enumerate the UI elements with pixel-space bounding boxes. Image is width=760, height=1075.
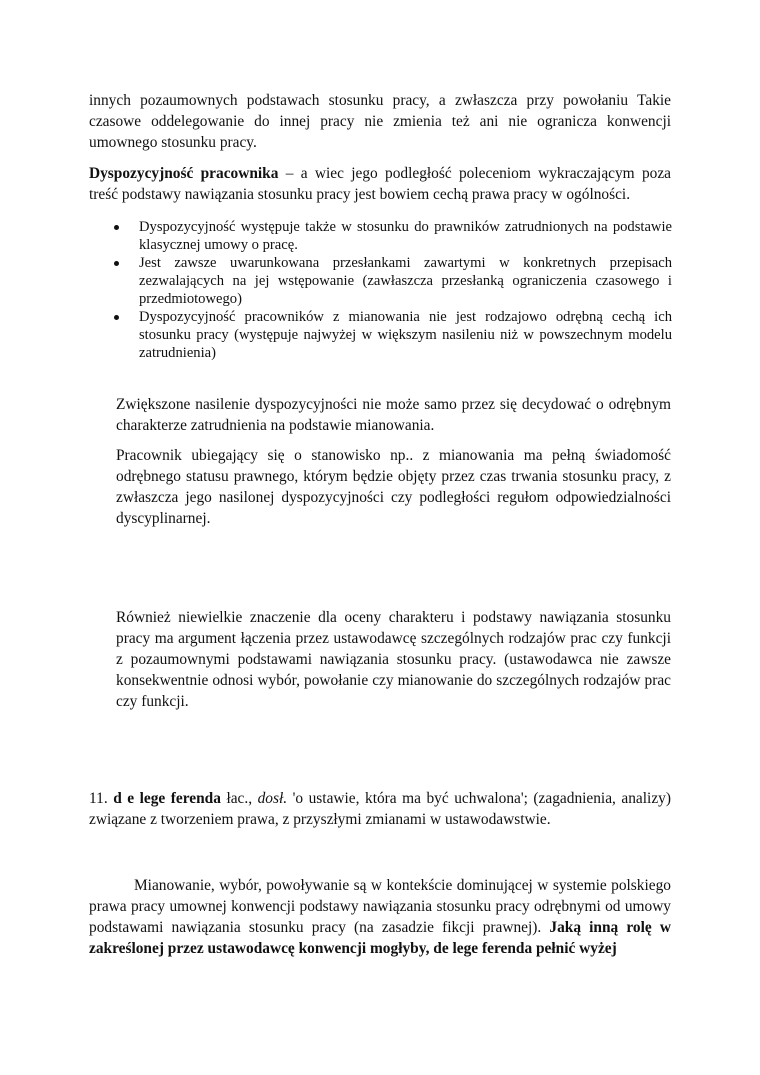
bullet-list	[112, 218, 672, 362]
paragraph-5: Również niewielkie znaczenie dla oceny charakteru i podstawy nawiązania stosunku pracy ma argument łączenia przez ustawodawcę szczególnych rodzajów prac czy funkcji z pozaumownymi podstawami nawiązania stosunku pracy. (ustawodawca nie zawsze konsekwentnie odnosi wybór, powołanie czy mianowanie do szczególnych rodzajów prac czy funkcji.	[116, 609, 671, 710]
list-item	[112, 308, 672, 362]
paragraph-dyspozycyjnosc	[89, 163, 671, 205]
bullet-icon	[114, 225, 119, 230]
list-item	[112, 218, 672, 254]
paragraph-de-lege-ferenda	[89, 788, 671, 830]
list-item-text: Dyspozycyjność pracowników z mianowania nie jest rodzajowo odrębną cechą ich stosunku pracy (występuje najwyżej w większym nasileniu niż w powszechnym modelu zatrudnienia)	[139, 309, 672, 361]
paragraph-6-mid: łac.,	[220, 790, 258, 807]
list-item	[112, 254, 672, 308]
paragraph-3: Zwiększone nasilenie dyspozycyjności nie może samo przez się decydować o odrębnym charakterze zatrudnienia na podstawie mianowania.	[116, 396, 671, 434]
paragraph-1: innych pozaumownych podstawach stosunku pracy, a zwłaszcza przy powołaniu Takie czasowe oddelegowanie do innej pracy nie zmienia też ani nie ogranicza konwencji umownego stosunku pracy.	[89, 92, 671, 151]
term-de-lege-ferenda: d e lege ferenda	[113, 790, 221, 807]
paragraph-4: Pracownik ubiegający się o stanowisko np.. z mianowania ma pełną świadomość odrębnego statusu prawnego, którym będzie objęty przez czas trwania stosunku pracy, z zwłaszcza jego nasilonej dyspozycyjności czy podległości regułom odpowiedzialności dyscyplinarnej.	[116, 447, 671, 527]
paragraph-7-question: Jaką inną rolę w zakreślonej przez ustawodawcę konwencji mogłyby, de lege ferenda pełnić wyżej	[89, 919, 671, 957]
item-number: 11.	[89, 790, 114, 807]
paragraph-7	[89, 875, 671, 959]
bullet-icon	[114, 315, 119, 320]
abbreviation-dosl: dosł.	[257, 790, 288, 807]
bullet-icon	[114, 261, 119, 266]
list-item-text: Dyspozycyjność występuje także w stosunku do prawników zatrudnionych na podstawie klasycznej umowy o pracę.	[139, 219, 672, 253]
paragraph-2-text: – a wiec jego podległość poleceniom wykraczającym poza treść podstawy nawiązania stosunku pracy jest bowiem cechą prawa pracy w ogólności.	[89, 165, 671, 203]
paragraph-7-text: Mianowanie, wybór, powoływanie są w kontekście dominującej w systemie polskiego prawa pracy umownej konwencji podstawy nawiązania stosunku pracy odrębnymi od umowy podstawami nawiązania stosunku pracy (na zasadzie fikcji prawnej).	[89, 877, 671, 936]
paragraph-6-text: 'o ustawie, która ma być uchwalona'; (zagadnienia, analizy) związane z tworzeniem prawa, z przyszłymi zmianami w ustawodawstwie.	[89, 790, 671, 828]
term-dyspozycyjnosc: Dyspozycyjność pracownika	[89, 165, 279, 182]
list-item-text: Jest zawsze uwarunkowana przesłankami zawartymi w konkretnych przepisach zezwalających na jej wstępowanie (zawłaszcza przesłanką ograniczenia czasowego i przedmiotowego)	[139, 255, 672, 307]
